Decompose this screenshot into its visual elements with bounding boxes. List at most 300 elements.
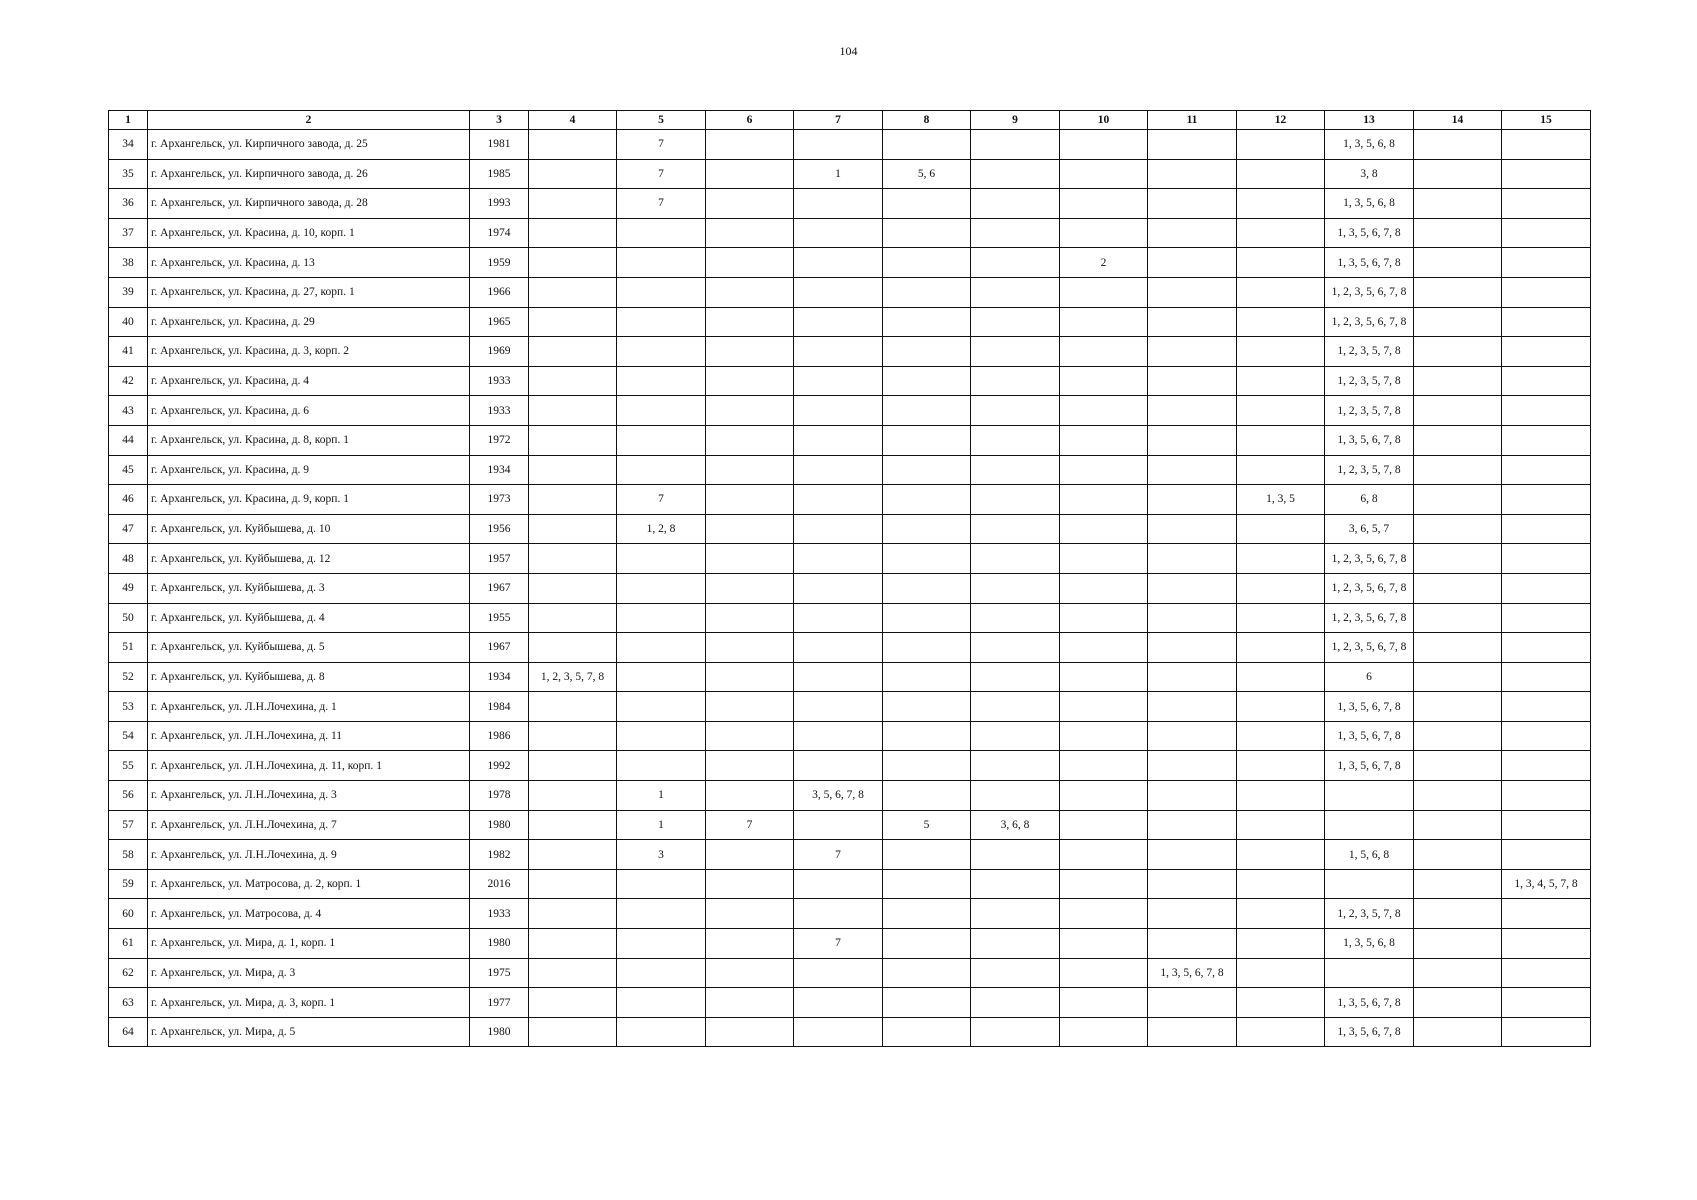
table-cell (794, 396, 883, 426)
address-cell: г. Архангельск, ул. Куйбышева, д. 12 (148, 544, 470, 574)
year-cell: 1957 (470, 544, 529, 574)
table-cell (706, 988, 794, 1018)
year-cell: 1959 (470, 248, 529, 278)
row-number-cell: 39 (109, 277, 148, 307)
table-cell (617, 218, 706, 248)
column-header-9: 9 (971, 111, 1060, 130)
table-cell (529, 455, 617, 485)
table-cell (617, 573, 706, 603)
table-cell (794, 603, 883, 633)
table-cell (883, 751, 971, 781)
table-cell (529, 840, 617, 870)
table-cell (706, 692, 794, 722)
address-cell: г. Архангельск, ул. Красина, д. 13 (148, 248, 470, 278)
table-cell (1060, 366, 1148, 396)
table-cell (794, 544, 883, 574)
year-cell: 1978 (470, 781, 529, 811)
column-header-7: 7 (794, 111, 883, 130)
address-cell: г. Архангельск, ул. Кирпичного завода, д. 28 (148, 189, 470, 219)
table-cell: 1, 2, 3, 5, 7, 8 (1325, 366, 1414, 396)
table-cell (883, 130, 971, 160)
table-cell (883, 425, 971, 455)
row-number-cell: 48 (109, 544, 148, 574)
table-cell: 1, 2, 3, 5, 7, 8 (1325, 899, 1414, 929)
row-number-cell: 45 (109, 455, 148, 485)
table-cell: 5 (883, 810, 971, 840)
table-cell (706, 869, 794, 899)
table-cell: 1, 3, 5, 6, 8 (1325, 929, 1414, 959)
table-cell (1148, 307, 1237, 337)
table-cell: 1, 3, 5, 6, 8 (1325, 189, 1414, 219)
row-number-cell: 42 (109, 366, 148, 396)
year-cell: 1933 (470, 396, 529, 426)
table-cell: 1, 3, 5, 6, 7, 8 (1325, 721, 1414, 751)
table-cell (883, 396, 971, 426)
table-row (109, 840, 1591, 870)
row-number-cell: 60 (109, 899, 148, 929)
table-cell (1060, 277, 1148, 307)
table-cell: 1, 2, 3, 5, 6, 7, 8 (1325, 603, 1414, 633)
table-cell (706, 218, 794, 248)
table-cell: 1, 3, 5, 6, 7, 8 (1325, 218, 1414, 248)
table-cell (1502, 544, 1591, 574)
table-row (109, 396, 1591, 426)
table-cell (1148, 1017, 1237, 1047)
table-cell: 7 (617, 130, 706, 160)
table-row (109, 633, 1591, 663)
table-cell (1237, 218, 1325, 248)
row-number-cell: 54 (109, 721, 148, 751)
table-cell (1060, 958, 1148, 988)
row-number-cell: 59 (109, 869, 148, 899)
table-cell (617, 603, 706, 633)
table-cell (1325, 958, 1414, 988)
table-cell (1148, 573, 1237, 603)
row-number-cell: 37 (109, 218, 148, 248)
table-cell (971, 692, 1060, 722)
table-cell (1502, 988, 1591, 1018)
table-cell (1148, 130, 1237, 160)
table-cell (971, 218, 1060, 248)
address-cell: г. Архангельск, ул. Красина, д. 9, корп. 1 (148, 485, 470, 515)
row-number-cell: 58 (109, 840, 148, 870)
table-cell: 7 (617, 189, 706, 219)
table-cell (794, 751, 883, 781)
row-number-cell: 57 (109, 810, 148, 840)
table-cell: 6 (1325, 662, 1414, 692)
year-cell: 1965 (470, 307, 529, 337)
table-cell: 1, 2, 3, 5, 6, 7, 8 (1325, 633, 1414, 663)
table-cell: 3, 8 (1325, 159, 1414, 189)
table-cell (1237, 751, 1325, 781)
address-cell: г. Архангельск, ул. Мира, д. 3 (148, 958, 470, 988)
table-cell (794, 366, 883, 396)
table-cell (1237, 189, 1325, 219)
table-cell (971, 455, 1060, 485)
table-cell: 1, 3, 5, 6, 7, 8 (1325, 692, 1414, 722)
table-cell (971, 573, 1060, 603)
table-cell (883, 929, 971, 959)
table-cell (1237, 692, 1325, 722)
table-cell (1060, 573, 1148, 603)
table-cell (1502, 366, 1591, 396)
address-cell: г. Архангельск, ул. Л.Н.Лочехина, д. 1 (148, 692, 470, 722)
table-cell: 1, 3, 4, 5, 7, 8 (1502, 869, 1591, 899)
table-row (109, 159, 1591, 189)
table-cell (1502, 573, 1591, 603)
year-cell: 1980 (470, 1017, 529, 1047)
table-cell: 1 (794, 159, 883, 189)
table-cell (971, 840, 1060, 870)
row-number-cell: 61 (109, 929, 148, 959)
table-cell (1414, 218, 1502, 248)
table-row (109, 721, 1591, 751)
table-row (109, 307, 1591, 337)
address-cell: г. Архангельск, ул. Матросова, д. 2, корп. 1 (148, 869, 470, 899)
table-cell (617, 958, 706, 988)
table-cell (1502, 751, 1591, 781)
table-cell (883, 337, 971, 367)
address-cell: г. Архангельск, ул. Кирпичного завода, д. 25 (148, 130, 470, 160)
table-cell (1237, 159, 1325, 189)
table-row (109, 899, 1591, 929)
address-cell: г. Архангельск, ул. Л.Н.Лочехина, д. 11, корп. 1 (148, 751, 470, 781)
table-cell (1060, 721, 1148, 751)
table-cell (529, 544, 617, 574)
year-cell: 1966 (470, 277, 529, 307)
table-cell (794, 189, 883, 219)
table-cell (971, 751, 1060, 781)
table-cell (1502, 337, 1591, 367)
column-header-14: 14 (1414, 111, 1502, 130)
table-cell (794, 988, 883, 1018)
table-cell (1060, 603, 1148, 633)
address-cell: г. Архангельск, ул. Куйбышева, д. 8 (148, 662, 470, 692)
table-cell (529, 425, 617, 455)
table-cell (794, 1017, 883, 1047)
table-cell (1325, 810, 1414, 840)
table-cell (883, 958, 971, 988)
table-cell (1060, 544, 1148, 574)
table-cell (1148, 544, 1237, 574)
table-cell (1414, 869, 1502, 899)
table-cell (1502, 958, 1591, 988)
column-header-15: 15 (1502, 111, 1591, 130)
table-cell (1060, 189, 1148, 219)
table-cell (1502, 692, 1591, 722)
table-cell (1414, 751, 1502, 781)
table-cell: 3, 5, 6, 7, 8 (794, 781, 883, 811)
table-cell (1148, 366, 1237, 396)
table-cell (1237, 366, 1325, 396)
table-cell (1060, 810, 1148, 840)
table-cell (794, 810, 883, 840)
table-row (109, 869, 1591, 899)
table-cell (794, 218, 883, 248)
table-cell (1060, 781, 1148, 811)
table-cell (1060, 218, 1148, 248)
table-cell (1502, 899, 1591, 929)
table-cell (1060, 455, 1148, 485)
table-cell (617, 929, 706, 959)
table-cell (971, 396, 1060, 426)
table-cell (529, 396, 617, 426)
year-cell: 1934 (470, 455, 529, 485)
row-number-cell: 43 (109, 396, 148, 426)
row-number-cell: 51 (109, 633, 148, 663)
table-cell (1060, 633, 1148, 663)
column-header-8: 8 (883, 111, 971, 130)
table-cell (1060, 514, 1148, 544)
table-cell (971, 514, 1060, 544)
table-cell (1502, 455, 1591, 485)
year-cell: 1982 (470, 840, 529, 870)
table-cell (1060, 929, 1148, 959)
table-cell (1325, 781, 1414, 811)
table-cell: 7 (617, 159, 706, 189)
year-cell: 1974 (470, 218, 529, 248)
table-cell (1148, 337, 1237, 367)
row-number-cell: 50 (109, 603, 148, 633)
table-cell (1148, 425, 1237, 455)
table-cell (706, 307, 794, 337)
table-cell (1414, 929, 1502, 959)
table-cell (1502, 130, 1591, 160)
table-cell (971, 662, 1060, 692)
table-cell (529, 633, 617, 663)
table-cell (529, 692, 617, 722)
table-row (109, 1017, 1591, 1047)
table-cell (1414, 307, 1502, 337)
table-cell (706, 662, 794, 692)
table-cell (617, 692, 706, 722)
table-cell (1148, 692, 1237, 722)
table-cell (883, 485, 971, 515)
table-cell: 1, 3, 5 (1237, 485, 1325, 515)
table-cell (1502, 1017, 1591, 1047)
table-cell (1502, 781, 1591, 811)
table-cell (1060, 1017, 1148, 1047)
table-cell (706, 366, 794, 396)
year-cell: 1985 (470, 159, 529, 189)
year-cell: 1980 (470, 929, 529, 959)
table-row (109, 366, 1591, 396)
table-cell (529, 366, 617, 396)
table-cell (1237, 1017, 1325, 1047)
table-cell (1502, 248, 1591, 278)
table-cell (617, 988, 706, 1018)
table-cell (706, 1017, 794, 1047)
table-row (109, 130, 1591, 160)
address-cell: г. Архангельск, ул. Красина, д. 27, корп. 1 (148, 277, 470, 307)
table-cell (1148, 929, 1237, 959)
table-cell (1237, 425, 1325, 455)
table-cell (1148, 899, 1237, 929)
table-cell (1237, 514, 1325, 544)
table-cell (883, 603, 971, 633)
table-cell (706, 899, 794, 929)
table-cell (971, 958, 1060, 988)
table-cell (971, 425, 1060, 455)
table-cell (1237, 396, 1325, 426)
table-cell (529, 899, 617, 929)
address-cell: г. Архангельск, ул. Кирпичного завода, д. 26 (148, 159, 470, 189)
table-cell (971, 366, 1060, 396)
table-cell (1414, 1017, 1502, 1047)
row-number-cell: 46 (109, 485, 148, 515)
table-cell (706, 130, 794, 160)
table-cell (1502, 929, 1591, 959)
table-cell (883, 307, 971, 337)
table-cell (1148, 218, 1237, 248)
table-cell (1237, 573, 1325, 603)
table-cell (794, 307, 883, 337)
table-cell (1237, 840, 1325, 870)
column-header-6: 6 (706, 111, 794, 130)
column-header-5: 5 (617, 111, 706, 130)
row-number-cell: 44 (109, 425, 148, 455)
table-cell (1414, 573, 1502, 603)
table-cell (883, 662, 971, 692)
table-cell (1060, 307, 1148, 337)
table-cell (706, 721, 794, 751)
table-cell (1237, 781, 1325, 811)
table-cell (706, 633, 794, 663)
year-cell: 1933 (470, 899, 529, 929)
table-cell (1414, 721, 1502, 751)
table-cell: 1, 2, 3, 5, 7, 8 (529, 662, 617, 692)
row-number-cell: 34 (109, 130, 148, 160)
table-cell (1414, 396, 1502, 426)
table-cell: 1, 2, 8 (617, 514, 706, 544)
table-cell (971, 929, 1060, 959)
table-cell (529, 130, 617, 160)
table-cell (1148, 485, 1237, 515)
table-cell (617, 1017, 706, 1047)
table-cell (1060, 396, 1148, 426)
address-cell: г. Архангельск, ул. Куйбышева, д. 10 (148, 514, 470, 544)
table-cell (706, 277, 794, 307)
table-cell (706, 840, 794, 870)
table-cell (971, 277, 1060, 307)
table-cell: 1, 2, 3, 5, 6, 7, 8 (1325, 307, 1414, 337)
table-cell (1148, 751, 1237, 781)
table-cell: 1, 3, 5, 6, 8 (1325, 130, 1414, 160)
table-row (109, 455, 1591, 485)
table-cell (1414, 485, 1502, 515)
table-cell (1237, 277, 1325, 307)
table-cell: 7 (794, 929, 883, 959)
table-cell (706, 485, 794, 515)
table-cell (794, 337, 883, 367)
table-cell (794, 721, 883, 751)
table-cell (1414, 248, 1502, 278)
table-cell (1325, 869, 1414, 899)
table-cell (1414, 692, 1502, 722)
table-cell (883, 544, 971, 574)
table-cell (529, 337, 617, 367)
column-header-10: 10 (1060, 111, 1148, 130)
table-cell (529, 721, 617, 751)
table-row (109, 810, 1591, 840)
table-cell (617, 899, 706, 929)
table-cell (1414, 662, 1502, 692)
table-cell (617, 721, 706, 751)
table-row (109, 781, 1591, 811)
table-cell: 1, 5, 6, 8 (1325, 840, 1414, 870)
table-row (109, 514, 1591, 544)
table-cell (617, 277, 706, 307)
table-row (109, 218, 1591, 248)
year-cell: 1975 (470, 958, 529, 988)
address-cell: г. Архангельск, ул. Л.Н.Лочехина, д. 3 (148, 781, 470, 811)
table-row (109, 751, 1591, 781)
table-cell (706, 929, 794, 959)
table-row (109, 662, 1591, 692)
table-cell (1502, 396, 1591, 426)
table-cell (617, 366, 706, 396)
table-cell (971, 189, 1060, 219)
table-cell: 1, 3, 5, 6, 7, 8 (1325, 425, 1414, 455)
table-cell (529, 603, 617, 633)
table-cell (883, 366, 971, 396)
table-cell (1237, 929, 1325, 959)
table-cell (706, 455, 794, 485)
table-cell (706, 958, 794, 988)
table-cell (883, 1017, 971, 1047)
table-cell (1414, 189, 1502, 219)
table-cell (1148, 869, 1237, 899)
table-cell (529, 307, 617, 337)
table-cell (883, 633, 971, 663)
table-cell (1414, 544, 1502, 574)
table-cell (1414, 337, 1502, 367)
table-cell (1502, 810, 1591, 840)
table-cell: 7 (706, 810, 794, 840)
table-cell (1414, 840, 1502, 870)
table-cell (1414, 514, 1502, 544)
table-cell (971, 869, 1060, 899)
table-cell (1237, 721, 1325, 751)
year-cell: 1934 (470, 662, 529, 692)
table-cell (1237, 662, 1325, 692)
table-cell (1502, 721, 1591, 751)
table-cell (1237, 633, 1325, 663)
table-cell (1148, 455, 1237, 485)
table-cell (883, 277, 971, 307)
address-cell: г. Архангельск, ул. Красина, д. 29 (148, 307, 470, 337)
row-number-cell: 62 (109, 958, 148, 988)
table-cell (1502, 277, 1591, 307)
table-cell (883, 248, 971, 278)
row-number-cell: 41 (109, 337, 148, 367)
table-cell (971, 337, 1060, 367)
table-cell (1148, 633, 1237, 663)
table-cell (1502, 840, 1591, 870)
table-cell (1502, 633, 1591, 663)
address-cell: г. Архангельск, ул. Мира, д. 3, корп. 1 (148, 988, 470, 1018)
table-cell (794, 662, 883, 692)
table-cell (883, 189, 971, 219)
year-cell: 1955 (470, 603, 529, 633)
year-cell: 1967 (470, 573, 529, 603)
table-body (109, 130, 1591, 1047)
table-cell (971, 485, 1060, 515)
table-cell (1060, 662, 1148, 692)
address-cell: г. Архангельск, ул. Красина, д. 4 (148, 366, 470, 396)
column-header-11: 11 (1148, 111, 1237, 130)
table-cell (529, 1017, 617, 1047)
